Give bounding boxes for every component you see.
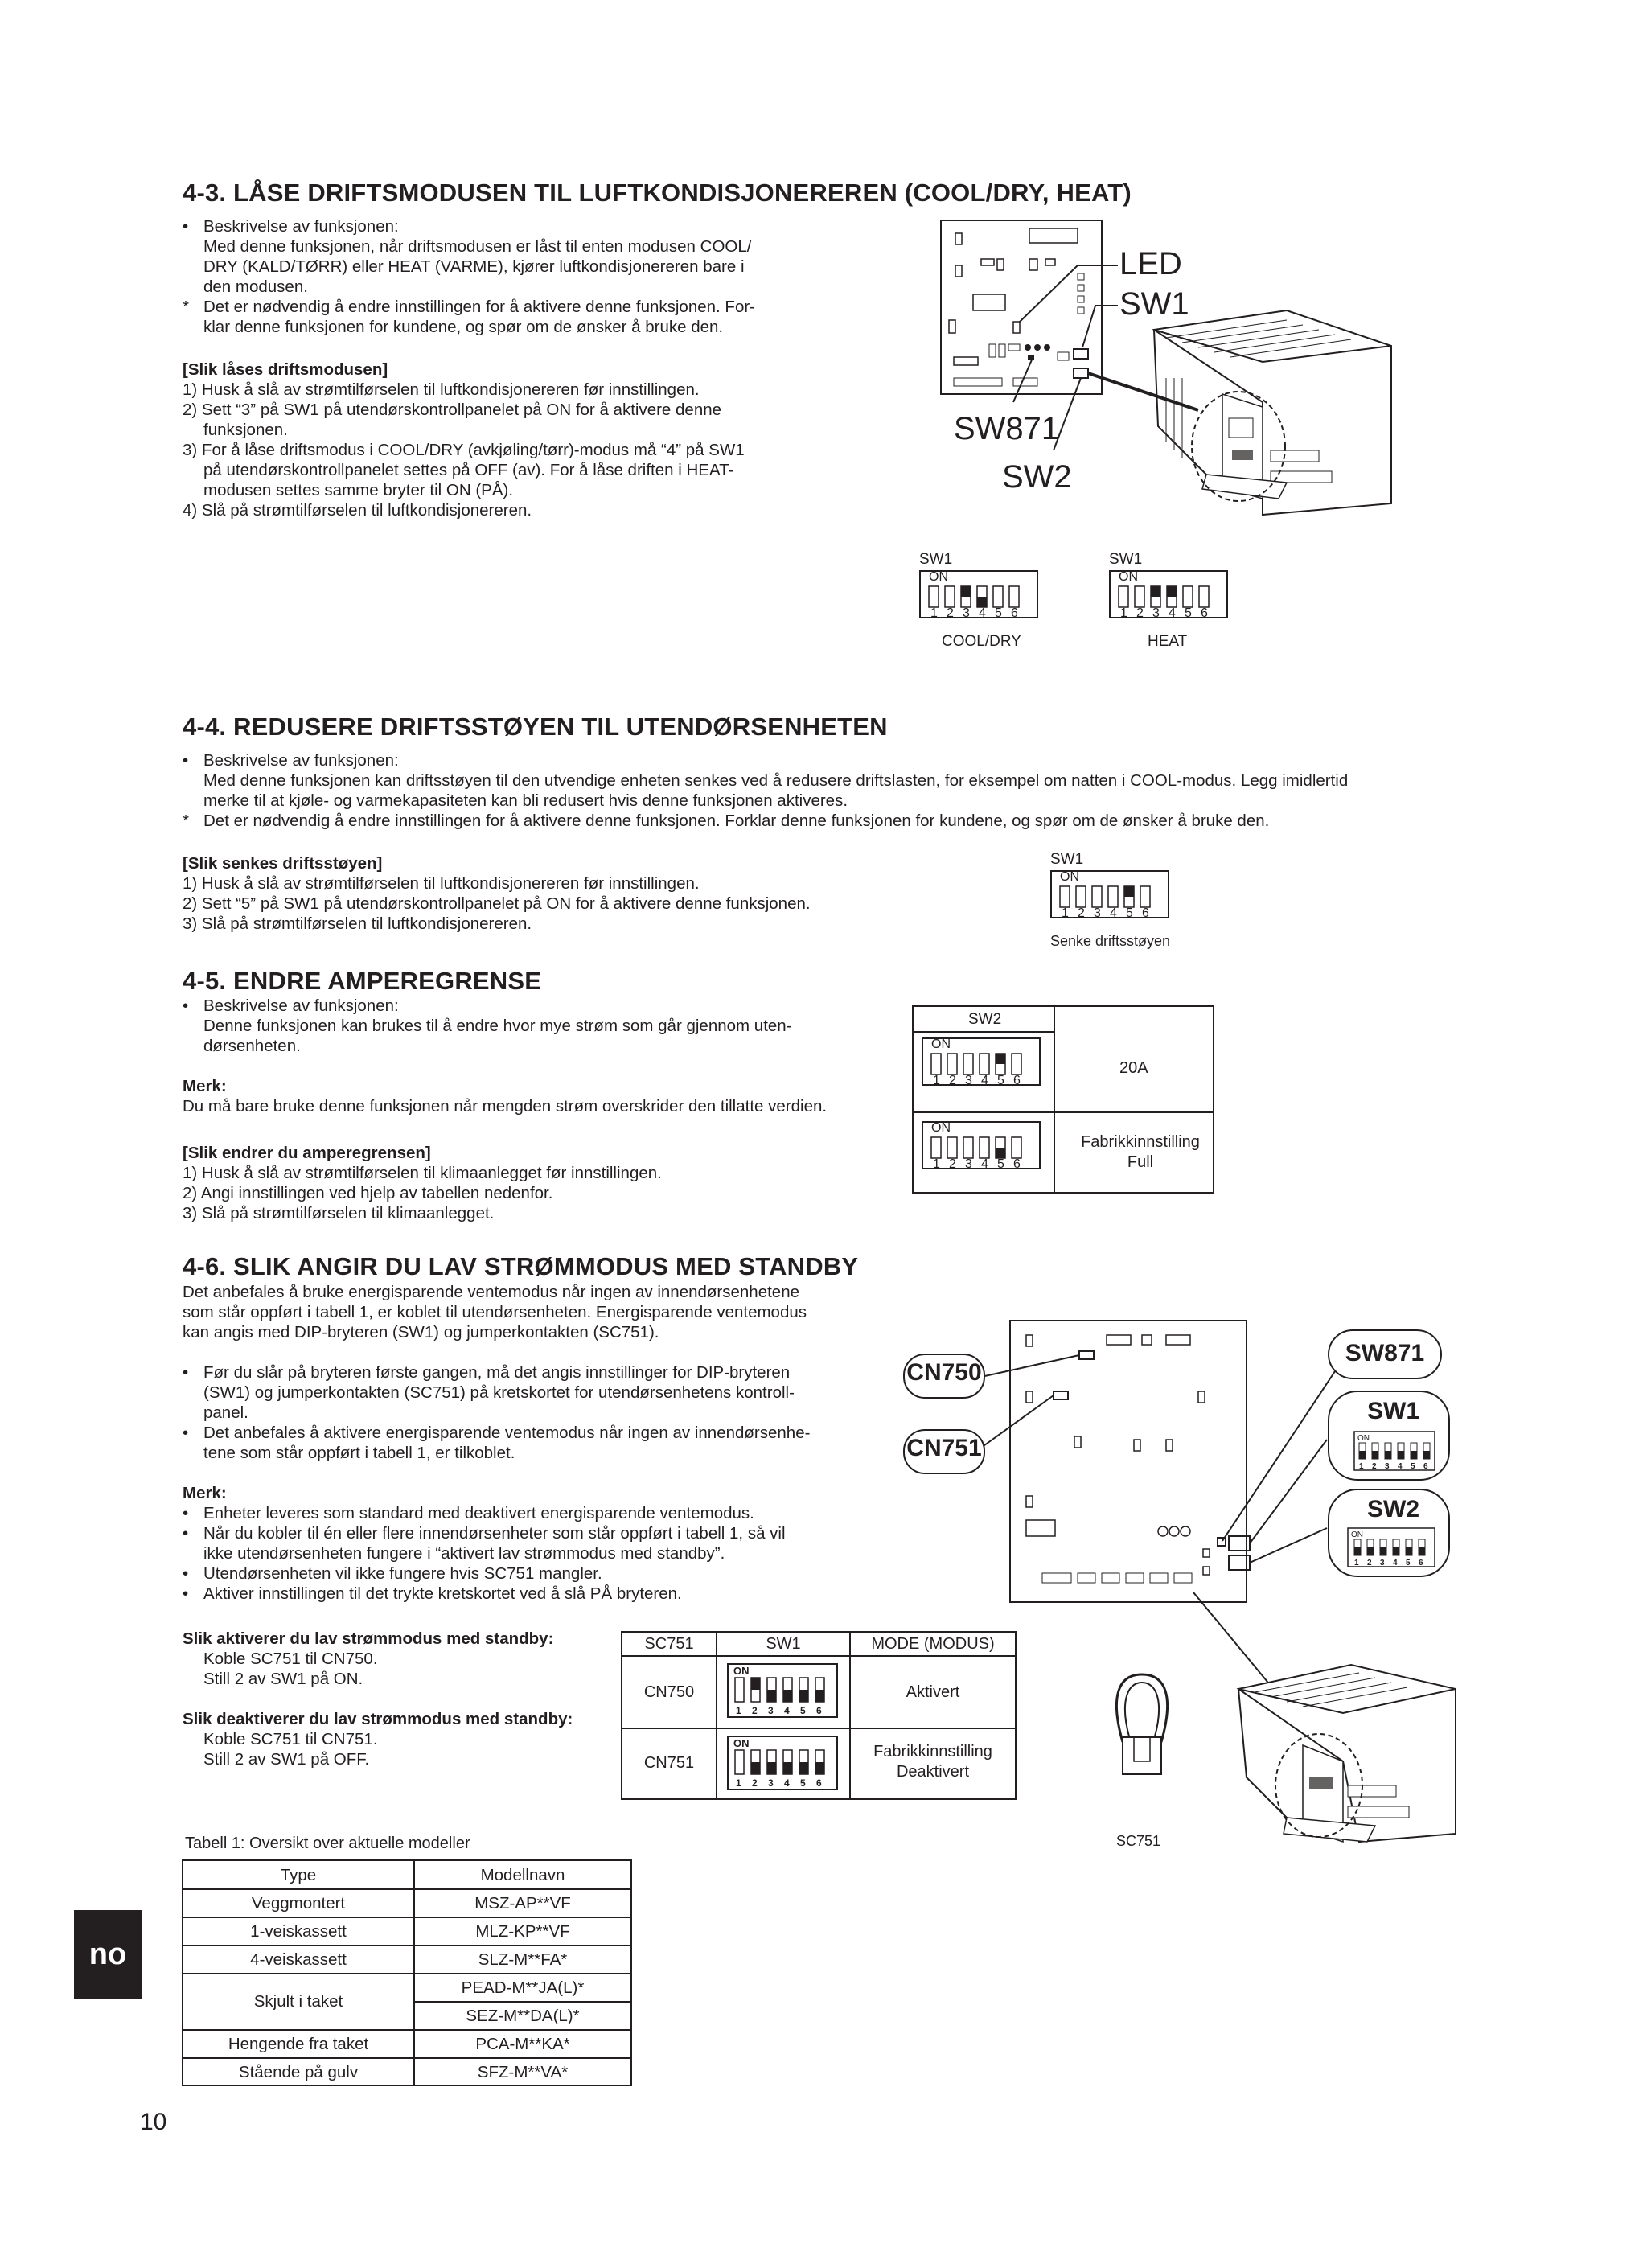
dip-title: SW1 — [919, 551, 953, 568]
dip-on-label: ON — [931, 1037, 951, 1051]
intro-line: som står oppført i tabell 1, er koblet til utendørsenheten. Energisparende ventemodus — [183, 1303, 807, 1321]
note-line: Det er nødvendig å endre innstillingen for å aktivere denne funksjonen. Forklar denne funksjonen for kundene, og spør om de ønsker å bruke den. — [203, 811, 1270, 830]
step: 2) Sett “3” på SW1 på utendørskontrollpanelet på ON for å aktivere denne — [183, 401, 722, 419]
table-cell: MLZ-KP**VF — [475, 1922, 570, 1941]
label-sc751: SC751 — [1116, 1833, 1161, 1849]
dip-num: 5 — [1185, 606, 1192, 620]
table-cell: SLZ-M**FA* — [478, 1950, 568, 1969]
dip-num: 1 — [933, 1074, 940, 1087]
dip-num: 3 — [965, 1157, 972, 1171]
dip-caption: Senke driftsstøyen — [1050, 933, 1171, 949]
table-header: SW1 — [766, 1635, 801, 1653]
table-cell: Fabrikkinnstilling — [873, 1743, 992, 1761]
dip-num: 1 — [1120, 606, 1127, 620]
activate-title: Slik aktiverer du lav strømmodus med standby: — [183, 1629, 554, 1648]
bullet-line: (SW1) og jumperkontakten (SC751) på kretskortet for utendørsenhetens kontroll- — [203, 1383, 795, 1402]
svg-text:ON: ON — [733, 1737, 750, 1749]
language-tab: no — [74, 1910, 142, 1999]
table-cell: 1-veiskassett — [250, 1922, 347, 1941]
note-line: ikke utendørsenheten fungere i “aktivert lav strømmodus med standby”. — [203, 1544, 725, 1563]
intro-line: kan angis med DIP-bryteren (SW1) og jumperkontakten (SC751). — [183, 1323, 659, 1341]
bullet: • — [183, 1504, 189, 1522]
subheading: [Slik endrer du amperegrensen] — [183, 1144, 431, 1162]
dip-num: 6 — [1201, 606, 1208, 620]
section-4-3-heading: 4-3. LÅSE DRIFTSMODUSEN TIL LUFTKONDISJONEREREN (COOL/DRY, HEAT) — [183, 179, 1132, 207]
svg-text:1: 1 — [1359, 1462, 1364, 1471]
bullet: • — [183, 1584, 189, 1603]
desc-title: Beskrivelse av funksjonen: — [203, 217, 399, 236]
table-cell: 4-veiskassett — [250, 1950, 347, 1969]
svg-text:5: 5 — [1411, 1462, 1415, 1471]
step: 2) Sett “5” på SW1 på utendørskontrollpanelet på ON for å aktivere denne funksjonen. — [183, 894, 811, 913]
dip-num: 4 — [1169, 606, 1176, 620]
svg-text:1: 1 — [1354, 1559, 1359, 1567]
bullet-line: panel. — [203, 1403, 248, 1422]
table-header: SC751 — [644, 1635, 694, 1653]
amp-limit-table — [912, 1005, 1214, 1194]
label-led: LED — [1119, 246, 1182, 281]
models-table — [182, 1859, 632, 2086]
dip-num: 6 — [1013, 1074, 1021, 1087]
deactivate-line: Koble SC751 til CN751. — [203, 1730, 378, 1748]
intro-line: Det anbefales å bruke energisparende ventemodus når ingen av innendørsenhetene — [183, 1283, 799, 1301]
bullet: • — [183, 1564, 189, 1583]
desc-line: den modusen. — [203, 277, 308, 296]
subheading: [Slik låses driftsmodusen] — [183, 360, 388, 379]
step: på utendørskontrollpanelet settes på OFF (av). For å låse driften i HEAT- — [203, 461, 734, 479]
svg-text:3: 3 — [768, 1705, 774, 1716]
table-header: Type — [280, 1866, 317, 1884]
standby-board-figure — [893, 1311, 1464, 1874]
bullet: • — [183, 996, 189, 1015]
note-line: Det er nødvendig å endre innstillingen for å aktivere denne funksjonen. For- — [203, 298, 756, 316]
note-line: Enheter leveres som standard med deaktivert energisparende ventemodus. — [203, 1504, 754, 1522]
desc-line: dørsenheten. — [203, 1037, 301, 1055]
bullet: • — [183, 751, 189, 770]
step: 1) Husk å slå av strømtilførselen til luftkondisjonereren før innstillingen. — [183, 874, 700, 893]
dip-switch-cool-dry — [919, 549, 1040, 654]
svg-text:3: 3 — [1380, 1559, 1385, 1567]
section-4-5-heading: 4-5. ENDRE AMPEREGRENSE — [183, 967, 542, 995]
svg-text:2: 2 — [1372, 1462, 1377, 1471]
amp-value-factory: Fabrikkinnstilling — [1081, 1133, 1200, 1151]
table-cell: SFZ-M**VA* — [477, 2063, 569, 2081]
svg-text:4: 4 — [1398, 1462, 1403, 1471]
note-line: Utendørsenheten vil ikke fungere hvis SC751 mangler. — [203, 1564, 602, 1583]
label-cn750: CN750 — [906, 1359, 982, 1386]
svg-text:5: 5 — [800, 1777, 806, 1789]
svg-text:5: 5 — [1406, 1559, 1411, 1567]
activate-line: Koble SC751 til CN750. — [203, 1650, 378, 1668]
step: 1) Husk å slå av strømtilførselen til luftkondisjonereren før innstillingen. — [183, 380, 700, 399]
step: 3) Slå på strømtilførselen til luftkondisjonereren. — [183, 914, 532, 933]
amp-value-20a: 20A — [1119, 1059, 1148, 1077]
note-line: Du må bare bruke denne funksjonen når mengden strøm overskrider den tillatte verdien. — [183, 1097, 828, 1116]
dip-num: 5 — [997, 1074, 1004, 1087]
svg-text:1: 1 — [736, 1705, 741, 1716]
activate-line: Still 2 av SW1 på ON. — [203, 1670, 363, 1688]
dip-title: SW1 — [1109, 551, 1143, 568]
bullet: • — [183, 217, 189, 236]
dip-num: 2 — [949, 1157, 956, 1171]
dip-on-label: ON — [929, 570, 948, 584]
table-cell: SEZ-M**DA(L)* — [466, 2007, 580, 2025]
dip-num: 6 — [1142, 906, 1149, 920]
star: * — [183, 811, 189, 830]
dip-num: 3 — [965, 1074, 972, 1087]
note-line: Når du kobler til én eller flere innendørsenheter som står oppført i tabell 1, så vil — [203, 1524, 786, 1543]
dip-caption: HEAT — [1148, 633, 1188, 650]
dip-num: 2 — [947, 606, 954, 620]
subheading: [Slik senkes driftsstøyen] — [183, 854, 383, 873]
dip-num: 1 — [933, 1157, 940, 1171]
bullet: • — [183, 1424, 189, 1442]
table-cell: PEAD-M**JA(L)* — [461, 1978, 585, 1997]
dip-on-label: ON — [931, 1121, 951, 1135]
svg-text:1: 1 — [736, 1777, 741, 1789]
note-line: klar denne funksjonen for kundene, og spør om de ønsker å bruke den. — [203, 318, 724, 336]
svg-text:ON: ON — [1357, 1434, 1370, 1443]
bullet-line: Det anbefales å aktivere energisparende ventemodus når ingen av innendørsenhe- — [203, 1424, 811, 1442]
svg-text:3: 3 — [1385, 1462, 1390, 1471]
models-table-caption: Tabell 1: Oversikt over aktuelle modeller — [185, 1835, 470, 1852]
dip-on-label: ON — [1119, 570, 1138, 584]
bullet: • — [183, 1524, 189, 1543]
svg-text:4: 4 — [784, 1705, 790, 1716]
dip-num: 5 — [997, 1157, 1004, 1171]
svg-text:4: 4 — [1393, 1559, 1398, 1567]
table-cell: MSZ-AP**VF — [474, 1894, 571, 1913]
dip-num: 1 — [1062, 906, 1069, 920]
table-header: SW2 — [968, 1011, 1002, 1028]
deactivate-title: Slik deaktiverer du lav strømmodus med standby: — [183, 1710, 573, 1728]
deactivate-line: Still 2 av SW1 på OFF. — [203, 1750, 370, 1769]
amp-value-full: Full — [1127, 1153, 1154, 1171]
table-cell: PCA-M**KA* — [475, 2035, 570, 2053]
label-sw2: SW2 — [1367, 1496, 1420, 1522]
dip-num: 2 — [949, 1074, 956, 1087]
dip-title: SW1 — [1050, 851, 1084, 868]
table-cell: Aktivert — [906, 1683, 960, 1701]
bullet-line: Før du slår på bryteren første gangen, må det angis innstillinger for DIP-bryteren — [203, 1363, 791, 1382]
dip-on-label: ON — [1060, 870, 1079, 884]
dip-num: 6 — [1013, 1157, 1021, 1171]
dip-num: 4 — [979, 606, 986, 620]
svg-text:6: 6 — [1419, 1559, 1423, 1567]
note-title: Merk: — [183, 1484, 227, 1502]
svg-text:4: 4 — [784, 1777, 790, 1789]
table-cell: Stående på gulv — [238, 2063, 359, 2081]
star: * — [183, 298, 189, 316]
step: modusen settes samme bryter til ON (PÅ). — [203, 481, 514, 499]
svg-text:6: 6 — [816, 1777, 822, 1789]
dip-caption: COOL/DRY — [942, 633, 1021, 650]
desc-line: Denne funksjonen kan brukes til å endre hvor mye strøm som går gjennom uten- — [203, 1017, 792, 1035]
table-cell: Skjult i taket — [253, 1992, 343, 2011]
svg-text:6: 6 — [1423, 1462, 1428, 1471]
table-cell: CN750 — [643, 1683, 695, 1701]
label-sw871: SW871 — [954, 411, 1060, 446]
section-4-6-heading: 4-6. SLIK ANGIR DU LAV STRØMMODUS MED STANDBY — [183, 1252, 859, 1280]
dip-num: 5 — [1126, 906, 1133, 920]
desc-line: merke til at kjøle- og varmekapasiteten kan bli redusert hvis denne funksjonen aktiveres. — [203, 791, 848, 810]
dip-num: 2 — [1136, 606, 1144, 620]
desc-line: Med denne funksjonen, når driftsmodusen er låst til enten modusen COOL/ — [203, 237, 752, 256]
label-sw871: SW871 — [1345, 1340, 1425, 1366]
table-cell: Veggmontert — [251, 1894, 346, 1913]
dip-num: 1 — [930, 606, 938, 620]
table-cell: CN751 — [643, 1754, 695, 1772]
svg-text:2: 2 — [1367, 1559, 1372, 1567]
step: 2) Angi innstillingen ved hjelp av tabellen nedenfor. — [183, 1184, 553, 1202]
page-number: 10 — [140, 2109, 167, 2135]
table-header: Modellnavn — [480, 1866, 565, 1884]
dip-num: 3 — [963, 606, 970, 620]
svg-text:ON: ON — [1351, 1530, 1363, 1539]
label-sw2: SW2 — [1002, 459, 1072, 495]
dip-num: 2 — [1078, 906, 1085, 920]
table-cell: Deaktivert — [896, 1763, 970, 1781]
svg-text:5: 5 — [800, 1705, 806, 1716]
desc-line: Med denne funksjonen kan driftsstøyen til den utvendige enheten senkes ved å redusere driftslasten, for eksempel om natten i COOL-modus. Legg imidlertid — [203, 771, 1349, 790]
step: funksjonen. — [203, 421, 288, 439]
note-line: Aktiver innstillingen til det trykte kretskortet ved å slå PÅ bryteren. — [203, 1584, 682, 1603]
step: 1) Husk å slå av strømtilførselen til klimaanlegget før innstillingen. — [183, 1164, 662, 1182]
bullet: • — [183, 1363, 189, 1382]
dip-num: 3 — [1094, 906, 1101, 920]
bullet-line: tene som står oppført i tabell 1, er tilkoblet. — [203, 1444, 515, 1462]
label-sw1: SW1 — [1119, 286, 1189, 322]
step: 4) Slå på strømtilførselen til luftkondisjonereren. — [183, 501, 532, 520]
svg-text:6: 6 — [816, 1705, 822, 1716]
dip-num: 4 — [981, 1074, 988, 1087]
step: 3) Slå på strømtilførselen til klimaanlegget. — [183, 1204, 495, 1222]
step: 3) For å låse driftsmodus i COOL/DRY (avkjøling/tørr)-modus må “4” på SW1 — [183, 441, 745, 459]
svg-text:2: 2 — [752, 1777, 758, 1789]
table-header: MODE (MODUS) — [871, 1635, 995, 1653]
svg-text:2: 2 — [752, 1705, 758, 1716]
section-4-4-heading: 4-4. REDUSERE DRIFTSSTØYEN TIL UTENDØRSENHETEN — [183, 713, 888, 741]
dip-num: 3 — [1152, 606, 1160, 620]
dip-num: 5 — [995, 606, 1002, 620]
dip-switch-heat — [1109, 549, 1230, 654]
desc-title: Beskrivelse av funksjonen: — [203, 751, 399, 770]
dip-num: 6 — [1011, 606, 1018, 620]
label-sw1: SW1 — [1367, 1398, 1420, 1424]
svg-text:ON: ON — [733, 1665, 750, 1677]
table-cell: Hengende fra taket — [228, 2035, 369, 2053]
dip-num: 4 — [1110, 906, 1117, 920]
note-title: Merk: — [183, 1077, 227, 1095]
svg-text:3: 3 — [768, 1777, 774, 1789]
dip-switch-low-noise — [1050, 849, 1187, 954]
label-cn751: CN751 — [906, 1435, 982, 1461]
dip-num: 4 — [981, 1157, 988, 1171]
desc-title: Beskrivelse av funksjonen: — [203, 996, 399, 1015]
desc-line: DRY (KALD/TØRR) eller HEAT (VARME), kjører luftkondisjonereren bare i — [203, 257, 745, 276]
